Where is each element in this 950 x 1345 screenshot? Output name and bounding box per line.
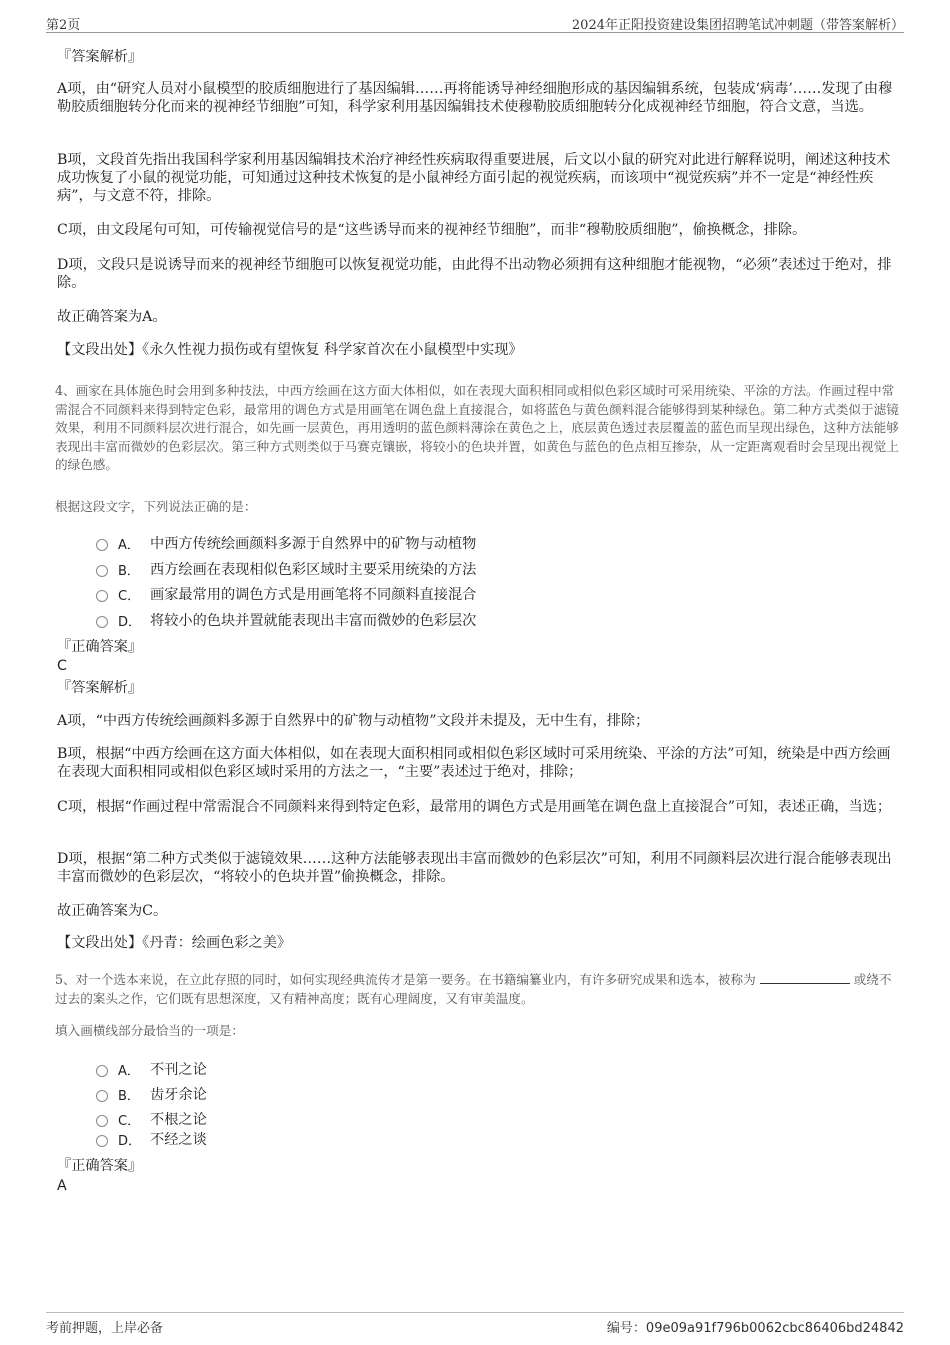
- q4-option-b[interactable]: [96, 559, 476, 579]
- radio-icon[interactable]: [96, 1065, 108, 1077]
- radio-icon[interactable]: [96, 1115, 108, 1127]
- q3-analysis-d: D项，文段只是说诱导而来的视神经节细胞可以恢复视觉功能，由此得不出动物必须拥有这种细胞才能视物，“必须”表述过于绝对，排除。: [57, 257, 892, 291]
- option-text: 画家最常用的调色方式是用画笔将不同颜料直接混合: [150, 587, 477, 603]
- q3-analysis-label: 『答案解析』: [57, 49, 143, 65]
- q4-analysis-c: C项，根据“作画过程中常需混合不同颜料来得到特定色彩，最常用的调色方式是用画笔在调色盘上直接混合”可知，表述正确，当选；: [57, 799, 892, 815]
- q5-prompt: 填入画横线部分最恰当的一项是：: [55, 1023, 244, 1038]
- q4-analysis-a: A项，“中西方传统绘画颜料多源于自然界中的矿物与动植物”文段并未提及，无中生有，排除；: [57, 713, 650, 729]
- answer-blank: [760, 973, 850, 984]
- q5-text-after: 或绕不过去的案头之作，它们既有思想深度，又有精神高度；既有心理阔度，又有审美温度。: [55, 972, 892, 1006]
- q4-option-d[interactable]: [96, 610, 476, 630]
- option-label: D．: [118, 614, 142, 630]
- q5-answer-label: 『正确答案』: [57, 1158, 143, 1174]
- q4-analysis-d: D项，根据“第二种方式类似于滤镜效果……这种方法能够表现出丰富而微妙的色彩层次”可知，利用不同颜料层次进行混合能够表现出丰富而微妙的色彩层次，“将较小的色块并置”偷换概念，排除。: [57, 851, 892, 885]
- q4-source: 【文段出处】《丹青：绘画色彩之美》: [57, 935, 292, 951]
- radio-icon[interactable]: [96, 590, 108, 602]
- q5-option-d[interactable]: [96, 1129, 207, 1149]
- document-id: 编号：09e09a91f796b0062cbc86406bd24842: [606, 1321, 904, 1336]
- q5-option-b[interactable]: [96, 1084, 207, 1104]
- option-label: B．: [118, 1088, 140, 1104]
- q3-source: 【文段出处】《永久性视力损伤或有望恢复 科学家首次在小鼠模型中实现》: [57, 342, 523, 358]
- q5-answer: A: [57, 1178, 67, 1194]
- option-text: 将较小的色块并置就能表现出丰富而微妙的色彩层次: [150, 613, 477, 629]
- radio-icon[interactable]: [96, 565, 108, 577]
- option-label: A．: [118, 1063, 140, 1079]
- option-label: C．: [118, 1113, 141, 1129]
- q5-option-c[interactable]: [96, 1109, 207, 1129]
- q4-answer: C: [57, 658, 67, 674]
- option-label: A．: [118, 537, 140, 553]
- page-number: 第2页: [46, 18, 81, 33]
- q3-analysis-b: B项，文段首先指出我国科学家利用基因编辑技术治疗神经性疾病取得重要进展，后文以小鼠的研究对此进行解释说明，阐述这种技术成功恢复了小鼠的视觉功能，可知通过这种技术恢复的是小鼠神经方面引起的视觉疾病，而该项中“视觉疾病”并不一定是“神经性疾病”，与文意不符，排除。: [57, 152, 891, 204]
- option-text: 齿牙余论: [150, 1087, 207, 1103]
- q4-option-c[interactable]: [96, 584, 476, 604]
- q5-question-text: [55, 971, 900, 1008]
- q3-analysis-c: C项，由文段尾句可知，可传输视觉信号的是“这些诱导而来的视神经节细胞”，而非“穆勒胶质细胞”，偷换概念，排除。: [57, 222, 807, 238]
- option-label: D．: [118, 1133, 142, 1149]
- q4-analysis-label: 『答案解析』: [57, 680, 143, 696]
- q5-option-a[interactable]: [96, 1059, 207, 1079]
- radio-icon[interactable]: [96, 1135, 108, 1147]
- page-footer: [46, 1312, 904, 1335]
- option-text: 中西方传统绘画颜料多源于自然界中的矿物与动植物: [150, 536, 477, 552]
- option-label: B．: [118, 563, 140, 579]
- q4-question-text: 4、画家在具体施色时会用到多种技法，中西方绘画在这方面大体相似，如在表现大面积相同或相似色彩区域时可采用统染、平涂的方法。作画过程中常需混合不同颜料来得到特定色彩，最常用的调色方式是用画笔在调色盘上直接混合，如将蓝色与黄色颜料混合能够得到某种绿色。第二种方式类似于滤镜效果，利用不同颜料层次进行混合，如先画一层黄色，再用透明的蓝色颜料薄涂在黄色之上，底层黄色透过表层覆盖的蓝色而呈现出绿色，这种方法能够表现出丰富而微妙的色彩层次。第三种方式则类似于马赛克镶嵌，将较小的色块并置，如黄色与蓝色的色点相互掺杂，从一定距离观看时会呈现出视觉上的绿色感。: [55, 383, 899, 472]
- q5-text-before: 5、对一个选本来说，在立此存照的同时，如何实现经典流传才是第一要务。在书籍编纂业内，有许多研究成果和选本，被称为: [55, 972, 756, 987]
- option-label: C．: [118, 588, 141, 604]
- q4-answer-label: 『正确答案』: [57, 639, 143, 655]
- document-title: 2024年正阳投资建设集团招聘笔试冲刺题（带答案解析）: [571, 18, 904, 33]
- q3-conclusion: 故正确答案为A。: [57, 309, 167, 325]
- footer-slogan: 考前押题，上岸必备: [46, 1321, 164, 1336]
- option-text: 不经之谈: [150, 1132, 207, 1148]
- q4-option-a[interactable]: [96, 533, 476, 553]
- q4-conclusion: 故正确答案为C。: [57, 903, 168, 919]
- option-text: 西方绘画在表现相似色彩区域时主要采用统染的方法: [150, 562, 477, 578]
- q4-analysis-b: B项，根据“中西方绘画在这方面大体相似，如在表现大面积相同或相似色彩区域时可采用统染、平涂的方法”可知，统染是中西方绘画在表现大面积相同或相似色彩区域时采用的方法之一，“主要”表述过于绝对，排除；: [57, 746, 891, 780]
- page-header: [46, 12, 904, 33]
- q4-prompt: 根据这段文字，下列说法正确的是：: [55, 499, 257, 514]
- radio-icon[interactable]: [96, 1090, 108, 1102]
- radio-icon[interactable]: [96, 616, 108, 628]
- option-text: 不根之论: [150, 1112, 207, 1128]
- option-text: 不刊之论: [150, 1062, 207, 1078]
- q3-analysis-a: A项，由“研究人员对小鼠模型的胶质细胞进行了基因编辑……再将能诱导神经细胞形成的基因编辑系统，包装成‘病毒’……发现了由穆勒胶质细胞转分化而来的视神经节细胞”可知，科学家利用基因编辑技术使穆勒胶质细胞转分化成视神经节细胞，符合文意，当选。: [57, 81, 893, 115]
- radio-icon[interactable]: [96, 539, 108, 551]
